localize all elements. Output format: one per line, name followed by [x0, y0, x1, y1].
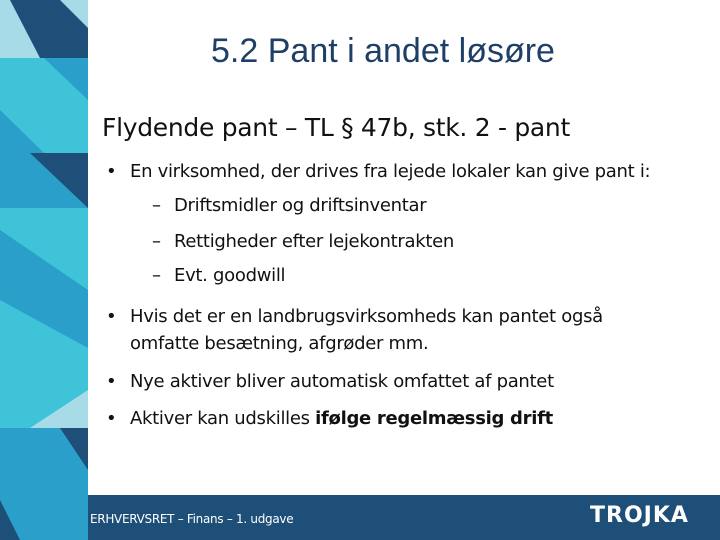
sub-item	[152, 231, 454, 252]
bullet-item	[106, 405, 553, 432]
bullet-dot: •	[106, 306, 117, 327]
trojka-logo: TROJKA	[590, 503, 689, 528]
bullet-item	[106, 158, 650, 185]
sub-item-text: Evt. goodwill	[174, 265, 286, 286]
dash-mark: –	[152, 265, 161, 286]
bullet-dot: •	[106, 408, 117, 429]
slide-subtitle: Flydende pant – TL § 47b, stk. 2 - pant	[102, 113, 570, 142]
bullet-text-bold: ifølge regelmæssig drift	[315, 408, 553, 429]
sub-item-text: Rettigheder efter lejekontrakten	[174, 231, 454, 252]
bullet-item	[106, 303, 676, 357]
slide-title: 5.2 Pant i andet løsøre	[211, 32, 555, 70]
bullet-text: En virksomhed, der drives fra lejede lokaler kan give pant i:	[130, 161, 651, 182]
sub-item	[152, 195, 426, 216]
bullet-text: Nye aktiver bliver automatisk omfattet af pantet	[130, 371, 554, 392]
footer-text: ERHVERVSRET – Finans – 1. udgave	[90, 512, 294, 526]
decorative-mosaic	[0, 0, 88, 540]
dash-mark: –	[152, 195, 161, 216]
sub-item	[152, 265, 285, 286]
sub-item-text: Driftsmidler og driftsinventar	[174, 195, 427, 216]
bullet-text: Hvis det er en landbrugsvirksomheds kan pantet også omfatte besætning, afgrøder mm.	[130, 306, 603, 354]
bullet-item	[106, 368, 554, 395]
bullet-text-plain: Aktiver kan udskilles	[130, 408, 316, 429]
bullet-text	[130, 405, 553, 432]
bullet-dot: •	[106, 161, 117, 182]
dash-mark: –	[152, 231, 161, 252]
bullet-dot: •	[106, 371, 117, 392]
